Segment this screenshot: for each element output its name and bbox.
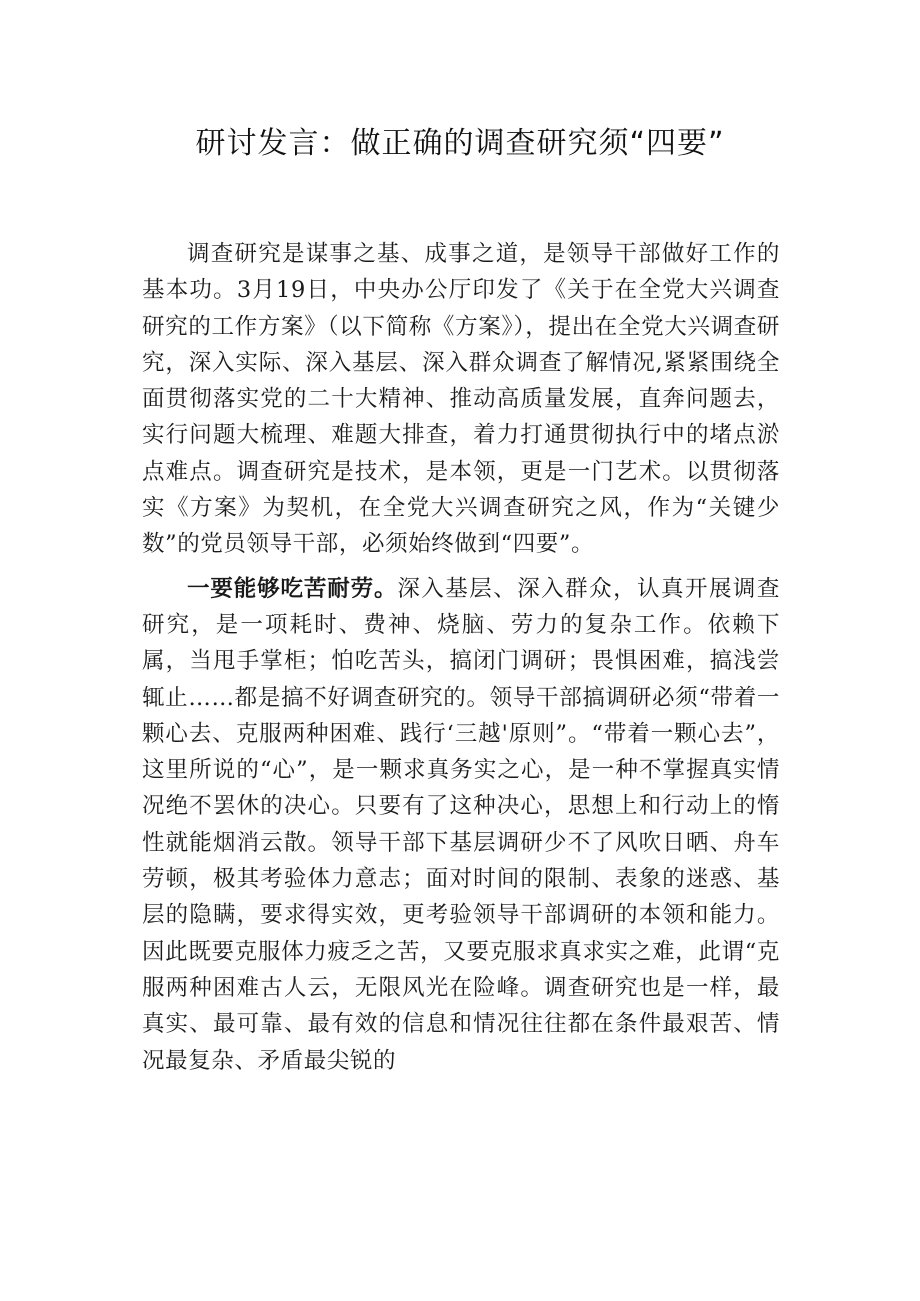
paragraph-intro xyxy=(142,236,780,563)
paragraph-lead-heading: 一要能够吃苦耐劳。 xyxy=(187,575,398,602)
paragraph-text: 深入基层、深入群众，认真开展调查研究，是一项耗时、费神、烧脑、劳力的复杂工作。依赖下属，当甩手掌柜；怕吃苦头，搞闭门调研；畏惧困难，搞浅尝辄止……都是搞不好调查研究的。领导干部搞调研必须“带着一颗心去、克服两种困难、践行‘三越'原则”。“带着一颗心去”，这里所说的“心”，是一颗求真务实之心，是一种不掌握真实情况绝不罢休的决心。只要有了这种决心，思想上和行动上的惰性就能烟消云散。领导干部下基层调研少不了风吹日晒、舟车劳顿，极其考验体力意志；面对时间的限制、表象的迷惑、基层的隐瞒，要求得实效，更考验领导干部调研的本领和能力。因此既要克服体力疲乏之苦，又要克服求真求实之难，此谓“克服两种困难古人云，无限风光在险峰。调查研究也是一样，最真实、最可靠、最有效的信息和情况往往都在条件最艰苦、情况最复杂、矛盾最尖锐的 xyxy=(142,575,780,1074)
document-title: 研讨发言：做正确的调查研究须“四要” xyxy=(195,126,725,161)
document-body xyxy=(142,236,780,1087)
paragraph-text: 调查研究是谋事之基、成事之道，是领导干部做好工作的基本功。3月19日，中央办公厅印发了《关于在全党大兴调查研究的工作方案》（以下简称《方案》），提出在全党大兴调查研究，深入实际、深入基层、深入群众调查了解情况,紧紧围绕全面贯彻落实党的二十大精神、推动高质量发展，直奔问题去，实行问题大梳理、难题大排查，着力打通贯彻执行中的堵点淤点难点。调查研究是技术，是本领，更是一门艺术。以贯彻落实《方案》为契机，在全党大兴调查研究之风，作为“关键少数”的党员领导干部，必须始终做到“四要”。 xyxy=(142,241,780,558)
paragraph-point-one xyxy=(142,571,780,1079)
